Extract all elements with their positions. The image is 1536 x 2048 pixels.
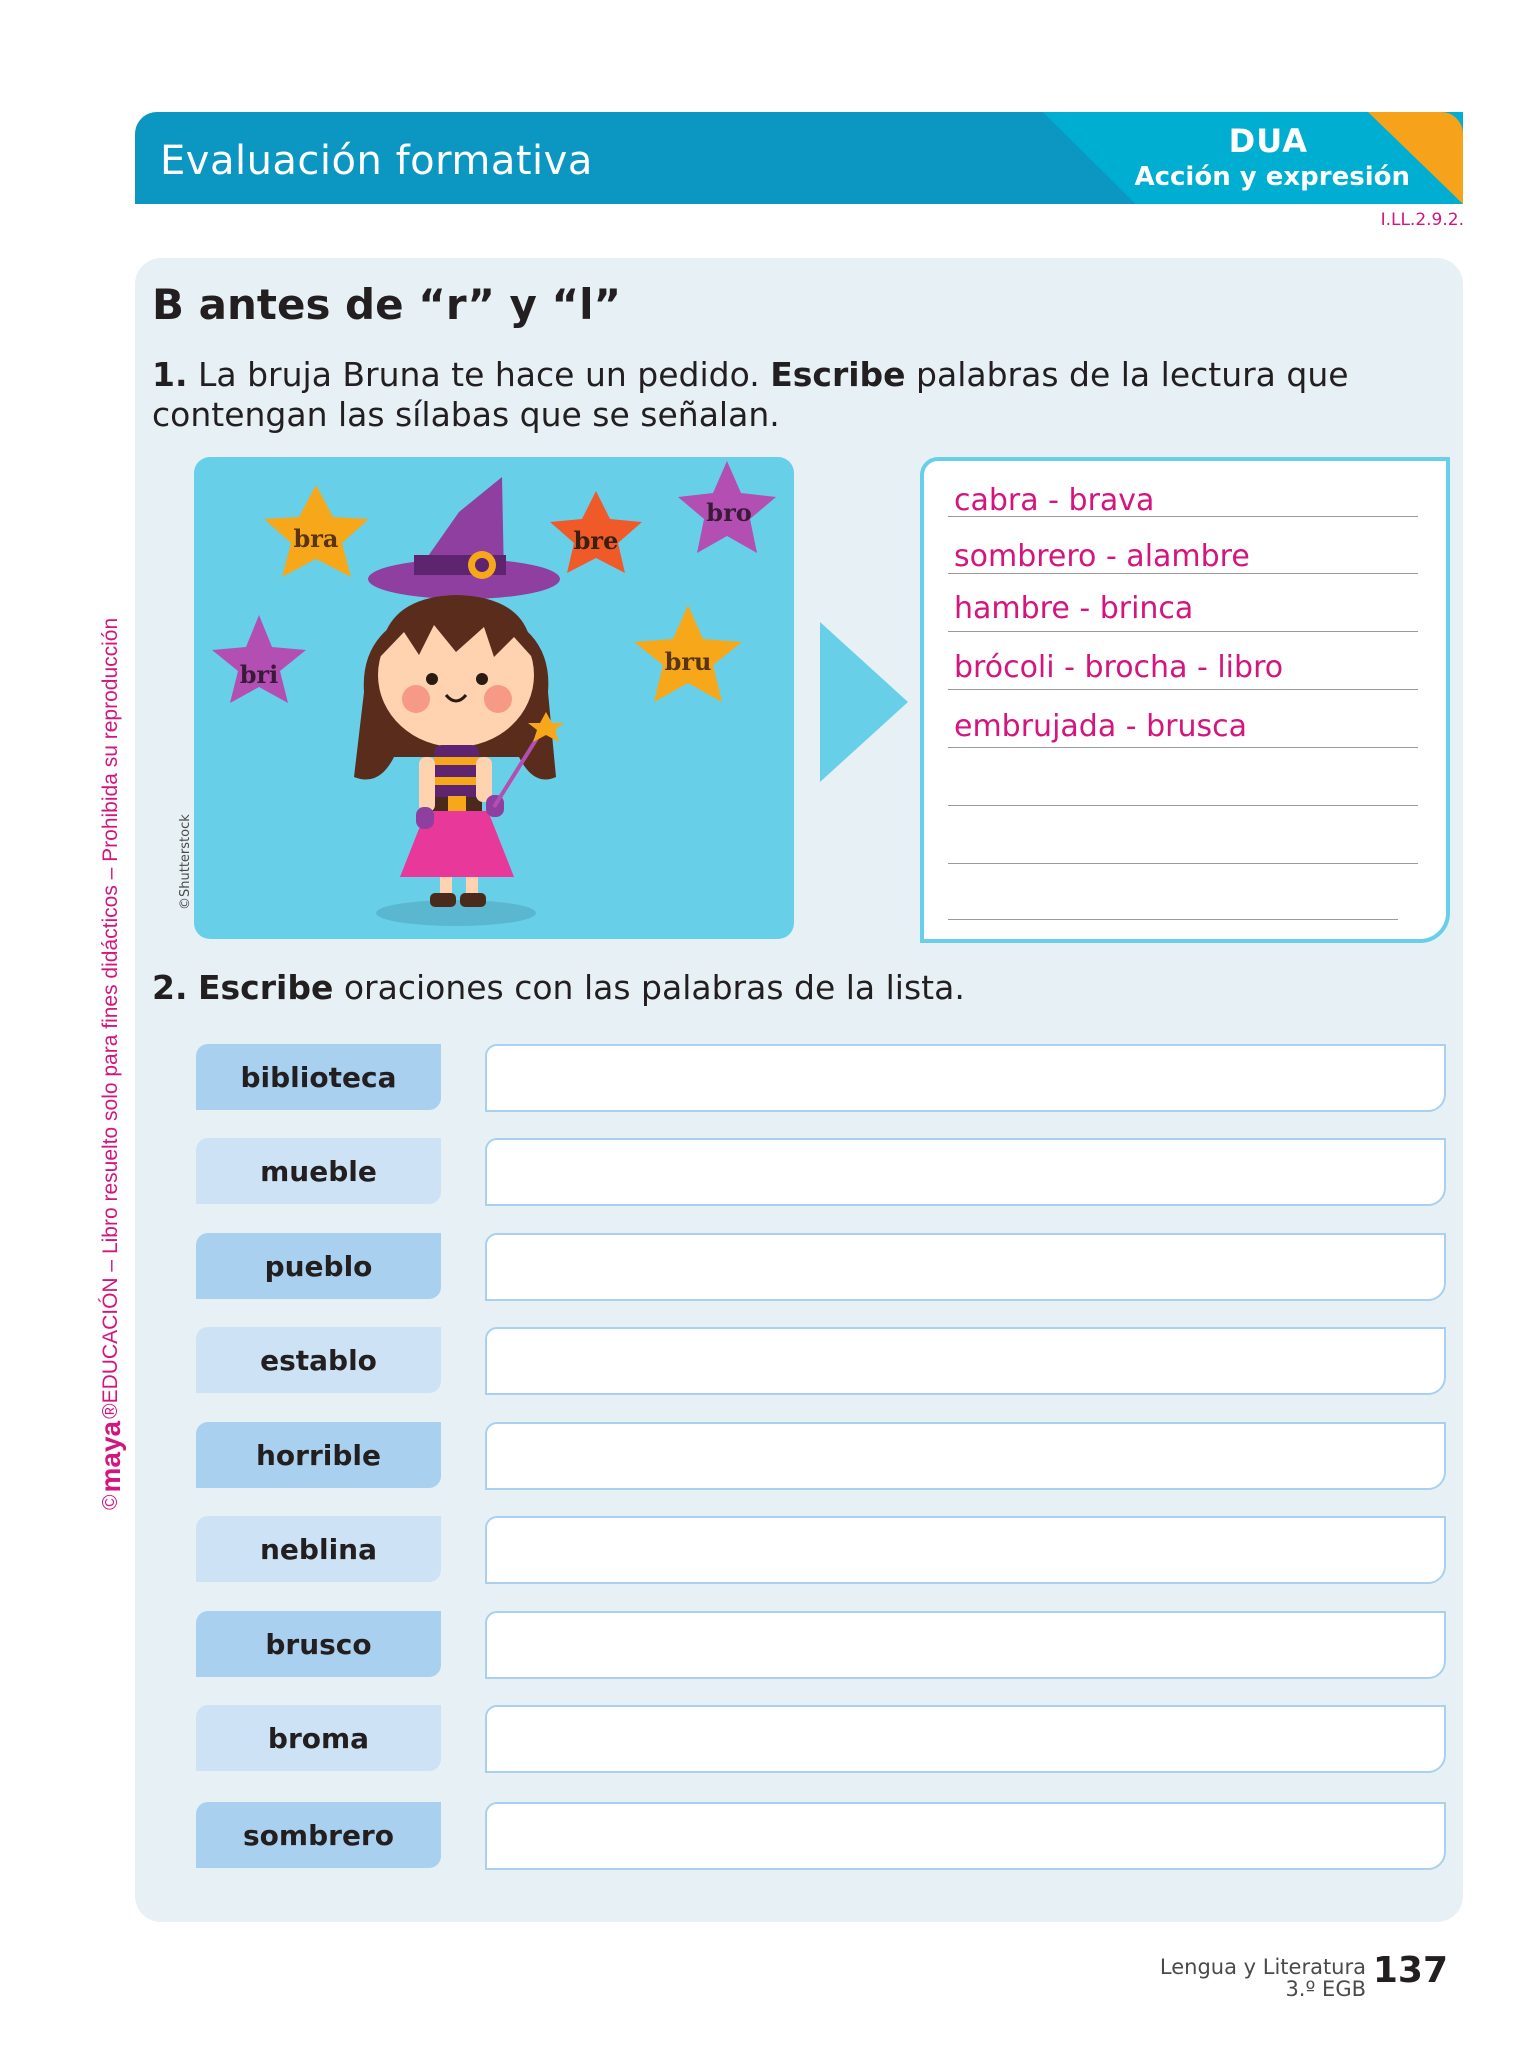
copyright-notice (96, 550, 126, 1510)
question-1-text-end: palabras de la lectura que contengan las sílabas que se señalan. (152, 355, 1349, 434)
answer-text-5[interactable]: embrujada - brusca (954, 709, 1248, 744)
syllable-bre: bre (573, 526, 619, 555)
syllable-bru: bru (664, 647, 712, 676)
answer-line (948, 689, 1418, 690)
syllable-bri: bri (239, 660, 279, 689)
syllable-bro: bro (706, 498, 752, 527)
answer-line (948, 805, 1418, 806)
word-tag: pueblo (196, 1233, 441, 1299)
answer-text-4[interactable]: brócoli - brocha - libro (954, 650, 1284, 685)
dua-badge-title: DUA (1228, 122, 1308, 160)
publisher-brand: maya (95, 1420, 126, 1493)
star-bra (264, 485, 369, 577)
answer-box (920, 457, 1450, 943)
sentence-input-brusco[interactable] (485, 1611, 1446, 1679)
sentence-input-pueblo[interactable] (485, 1233, 1446, 1301)
image-credit: ©Shutterstock (178, 814, 193, 910)
question-2-verb: Escribe (198, 968, 334, 1007)
witch-character (354, 477, 564, 926)
question-1 (152, 355, 1382, 435)
evaluation-header (135, 112, 1463, 204)
copyright-symbol: © (99, 1494, 122, 1510)
sentence-input-broma[interactable] (485, 1705, 1446, 1773)
question-1-text-start: La bruja Bruna te hace un pedido. (198, 355, 760, 394)
copyright-text: ®EDUCACIÓN – Libro resuelto solo para fines didácticos – Prohibida su reproducción (99, 617, 122, 1419)
subject-name: Lengua y Literatura (1159, 1955, 1366, 1979)
section-title: B antes de “r” y “l” (152, 280, 622, 329)
sentence-input-horrible[interactable] (485, 1422, 1446, 1490)
answer-text-1[interactable]: cabra - brava (954, 483, 1155, 518)
answer-text-3[interactable]: hambre - brinca (954, 591, 1194, 626)
answer-line (948, 919, 1398, 920)
word-tag: broma (196, 1705, 441, 1771)
star-bre (550, 491, 642, 573)
witch-scene-svg (194, 457, 794, 939)
question-1-number: 1. (152, 355, 188, 394)
word-tag: establo (196, 1327, 441, 1393)
dua-badge-subtitle: Acción y expresión (1134, 162, 1410, 192)
footer-subject (1160, 1956, 1366, 2000)
star-bri (212, 615, 306, 703)
page-number: 137 (1372, 1950, 1448, 1991)
answer-text-2[interactable]: sombrero - alambre (954, 539, 1250, 574)
word-tag: brusco (196, 1611, 441, 1677)
grade-level: 3.º EGB (1285, 1977, 1366, 2001)
question-1-verb: Escribe (770, 355, 906, 394)
sentence-input-sombrero[interactable] (485, 1802, 1446, 1870)
question-2-number: 2. (152, 968, 188, 1007)
question-2 (152, 968, 1352, 1008)
sentence-input-neblina[interactable] (485, 1516, 1446, 1584)
witch-illustration (194, 457, 794, 939)
word-tag: biblioteca (196, 1044, 441, 1110)
sentence-input-mueble[interactable] (485, 1138, 1446, 1206)
star-bro (678, 461, 776, 553)
indicator-code: I.LL.2.9.2. (1380, 210, 1464, 230)
syllable-bra: bra (293, 524, 339, 553)
answer-line (948, 631, 1418, 632)
question-2-text-end: oraciones con las palabras de la lista. (343, 968, 965, 1007)
arrow-right-icon (820, 622, 908, 782)
star-bru (634, 605, 742, 702)
header-title: Evaluación formativa (160, 138, 593, 184)
answer-line (948, 747, 1418, 748)
word-tag: horrible (196, 1422, 441, 1488)
word-tag: mueble (196, 1138, 441, 1204)
word-tag: sombrero (196, 1802, 441, 1868)
word-tag: neblina (196, 1516, 441, 1582)
answer-line (948, 863, 1418, 864)
sentence-input-establo[interactable] (485, 1327, 1446, 1395)
sentence-input-biblioteca[interactable] (485, 1044, 1446, 1112)
